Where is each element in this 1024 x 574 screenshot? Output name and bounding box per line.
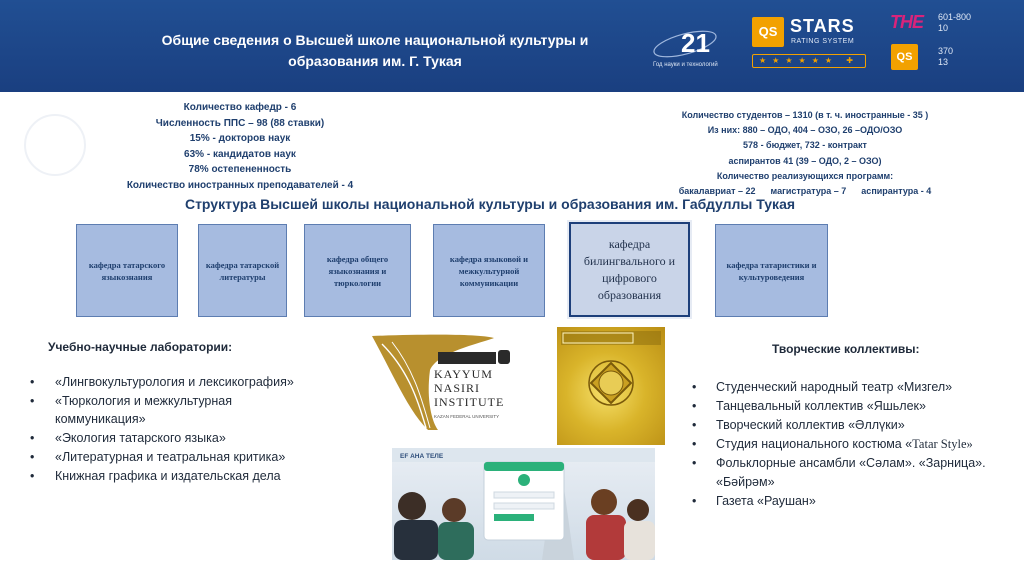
list-item — [30, 449, 300, 467]
list-item — [692, 454, 1022, 492]
qs-small-logo: QS — [891, 44, 918, 70]
portal-label: ЕF АНА ТЕЛЕ — [400, 453, 444, 460]
the-rank — [938, 12, 971, 34]
stat-line: Количество кафедр - 6 — [183, 102, 297, 113]
stat-line: 63% - кандидатов наук — [184, 148, 296, 160]
bullet-icon: • — [692, 456, 697, 470]
lab-name: «Литературная и театральная критика» — [55, 449, 286, 464]
list-item — [30, 430, 300, 448]
qs-rating-label: RATING SYSTEM — [791, 38, 855, 45]
structure-title: Структура Высшей школы национальной культуры и образования им. Габдуллы Тукая — [184, 196, 796, 212]
bullet-icon: • — [30, 394, 35, 408]
department-box-highlighted: кафедра билингвального и цифрового образования — [569, 222, 690, 317]
kayyum-caption: KAZAN FEDERAL UNIVERSITY — [434, 414, 500, 419]
bullet-icon: • — [30, 449, 35, 464]
kayyum-nasiri-institute-logo — [368, 330, 532, 433]
stat-line: бакалавриат – 22 магистратура – 7 аспирантура - 4 — [678, 186, 932, 197]
student-stats — [640, 108, 970, 199]
staff-stats — [90, 100, 390, 193]
badge-21-number: 21 — [681, 28, 710, 58]
list-item — [30, 374, 300, 392]
qs-rank-range: 370 — [938, 46, 954, 56]
language-portal-photo — [392, 448, 655, 560]
kayyum-line: NASIRI — [434, 381, 481, 395]
stat-line: Количество иностранных преподавателей - 4 — [126, 179, 354, 191]
department-box: кафедра татарского языкознания — [76, 224, 178, 317]
list-item — [30, 393, 300, 428]
department-box: кафедра общего языкознания и тюркологии — [304, 224, 411, 317]
stat-line: Численность ППС – 98 (88 ставки) — [155, 117, 325, 129]
list-item — [692, 397, 1022, 416]
bullet-icon: • — [692, 494, 697, 508]
badge-21-caption: Год науки и технологий — [653, 62, 718, 68]
lab-name: «Лингвокультурология и лексикография» — [55, 375, 294, 389]
stat-line: Из них: 880 – ОДО, 404 – ОЗО, 26 –ОДО/ОЗО — [707, 125, 903, 136]
stat-line: 78% остепененность — [188, 164, 292, 175]
creative-list — [692, 378, 1022, 511]
page-title: Общие сведения о Высшей школе национальной культуры и образования им. Г. Тукая — [161, 32, 589, 69]
qs-rank-number: 13 — [938, 57, 949, 67]
star-rating-icon: ★★★★★★ ✚ — [752, 54, 866, 68]
department-box: кафедра языковой и межкультурной коммуникации — [433, 224, 545, 317]
list-item — [692, 435, 1022, 454]
list-item — [692, 492, 1022, 511]
collective-name: Студия национального костюма « — [716, 437, 913, 451]
the-rank-range: 601-800 — [938, 12, 972, 22]
stat-line: 578 - бюджет, 732 - контракт — [743, 140, 867, 151]
collective-name-latin: Tatar Style» — [912, 437, 973, 451]
stat-line: Количество реализующихся программ: — [716, 170, 894, 181]
list-item — [30, 468, 300, 486]
department-box: кафедра татаристики и культуроведения — [715, 224, 828, 317]
bullet-icon: • — [692, 380, 697, 394]
qs-mark: QS — [752, 17, 784, 47]
bullet-icon: • — [692, 418, 697, 432]
collective-name: Газета «Раушан» — [716, 494, 816, 508]
qs-rank — [938, 46, 953, 68]
kayyum-line: INSTITUTE — [434, 395, 505, 409]
creative-heading: Творческие коллективы: — [772, 342, 920, 356]
collective-name: Студенческий народный театр «Мизгел» — [716, 380, 953, 394]
lab-name: «Тюркология и межкультурная коммуникация» — [55, 394, 233, 426]
collective-name: Фольклорные ансамбли «Сәлам». «Зарница». «Бәйрәм» — [716, 456, 986, 489]
watermark-emblem — [24, 114, 86, 176]
bullet-icon: • — [30, 430, 35, 445]
stat-line: Количество студентов – 1310 (в т. ч. иностранные - 35 ) — [681, 110, 929, 120]
labs-heading: Учебно-научные лаборатории: — [48, 340, 233, 354]
lab-name: Книжная графика и издательская дела — [55, 468, 281, 483]
header-band — [0, 0, 1024, 92]
collective-name: Танцевальный коллектив «Яшьлек» — [716, 399, 926, 413]
collective-name: Творческий коллектив «Әллүки» — [716, 418, 905, 432]
lab-name: «Экология татарского языка» — [55, 430, 226, 445]
bullet-icon: • — [30, 468, 35, 483]
stat-line: аспирантов 41 (39 – ОДО, 2 – ОЗО) — [728, 155, 882, 166]
ornamental-book-cover-image — [557, 327, 665, 445]
labs-list — [30, 374, 300, 487]
department-box: кафедра татарской литературы — [198, 224, 287, 317]
the-logo: THE — [890, 12, 923, 32]
qs-stars-logo — [752, 14, 870, 72]
qs-stars-word: STARS — [790, 16, 855, 36]
kayyum-line: KAYYUM — [434, 367, 493, 381]
bullet-icon: • — [692, 437, 697, 451]
bullet-icon: • — [30, 375, 35, 389]
bullet-icon: • — [692, 399, 697, 413]
list-item — [692, 416, 1022, 435]
year-of-science-logo — [650, 20, 720, 72]
list-item — [692, 378, 1022, 397]
stat-line: 15% - докторов наук — [189, 133, 291, 144]
the-rank-number: 10 — [938, 23, 949, 33]
